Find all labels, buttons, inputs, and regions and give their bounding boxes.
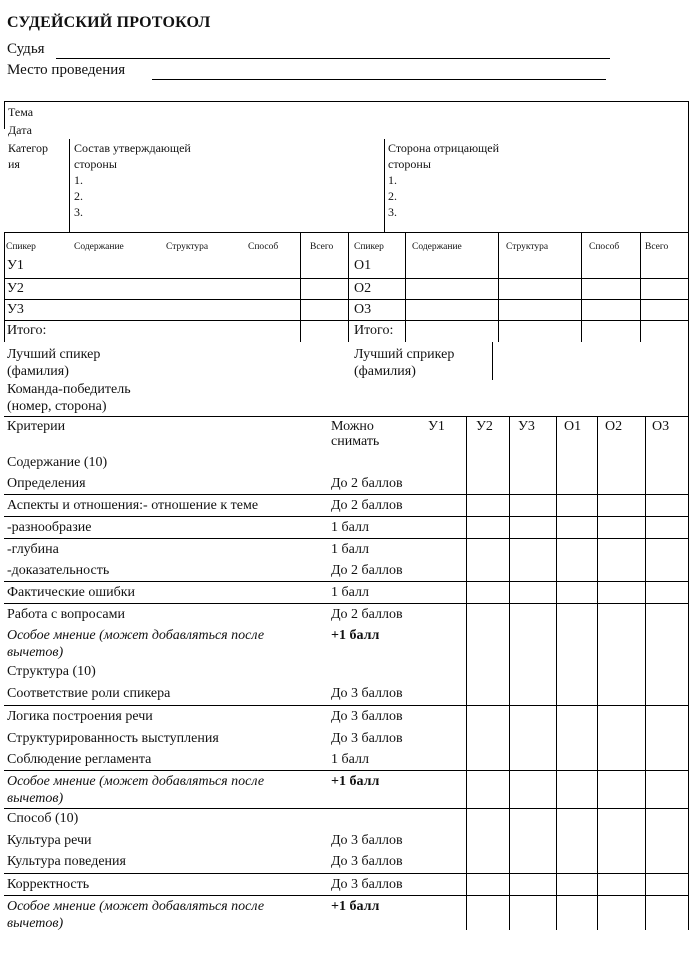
speaker-row-a1: У1: [7, 258, 24, 273]
speaker-row-o3: О3: [354, 302, 372, 317]
criterion-special-opinion-cont: вычетов): [7, 645, 64, 660]
points-questions: До 2 баллов: [331, 607, 403, 622]
points-role: До 3 баллов: [331, 686, 403, 701]
negate-member-1: 1.: [388, 173, 397, 187]
criterion-variety: -разнообразие: [7, 520, 92, 535]
speaker-row-a3: У3: [7, 302, 24, 317]
criterion-role: Соответствие роли спикера: [7, 686, 171, 701]
points-fact-errors: 1 балл: [331, 585, 369, 600]
criterion-speech-culture: Культура речи: [7, 833, 92, 848]
speaker-row-a2: У2: [7, 281, 24, 296]
col-a3: У3: [518, 419, 535, 434]
col-o3: О3: [652, 419, 670, 434]
best-speaker-right-sub: (фамилия): [354, 364, 416, 379]
speaker-header: Спикер: [6, 242, 36, 252]
criterion-behavior-culture: Культура поведения: [7, 854, 126, 869]
date-label: Дата: [8, 123, 32, 137]
criterion-evidence: -доказательность: [7, 563, 110, 578]
content-header: Содержание: [74, 242, 124, 252]
speaker-row-o1: О1: [354, 258, 372, 273]
speaker-total-left: Итого:: [7, 323, 47, 338]
criterion-special-opinion-2-cont: вычетов): [7, 791, 64, 806]
affirm-label-cont: стороны: [74, 157, 117, 171]
points-definitions: До 2 баллов: [331, 476, 403, 491]
section-method: Способ (10): [7, 811, 79, 826]
criterion-special-opinion: Особое мнение (может добавляться после: [7, 628, 265, 643]
affirm-member-1: 1.: [74, 173, 83, 187]
speaker-header-right: Спикер: [354, 242, 384, 252]
winner-sub: (номер, сторона): [7, 399, 107, 414]
criterion-depth: -глубина: [7, 542, 59, 557]
venue-label: Место проведения: [7, 62, 126, 78]
points-behavior-culture: До 3 баллов: [331, 854, 403, 869]
col-a1: У1: [428, 419, 445, 434]
negate-label: Сторона отрицающей: [388, 141, 500, 155]
total-header: Всего: [310, 242, 334, 252]
criterion-logic: Логика построения речи: [7, 709, 153, 724]
points-speech-culture: До 3 баллов: [331, 833, 403, 848]
points-variety: 1 балл: [331, 520, 369, 535]
affirm-member-2: 2.: [74, 189, 83, 203]
points-structured: До 3 баллов: [331, 731, 403, 746]
best-speaker-sub: (фамилия): [7, 364, 69, 379]
negate-member-2: 2.: [388, 189, 397, 203]
category-label: Категор: [8, 141, 49, 155]
points-evidence: До 2 баллов: [331, 563, 403, 578]
affirm-member-3: 3.: [74, 205, 83, 219]
criterion-definitions: Определения: [7, 476, 86, 491]
category-label-cont: ия: [8, 157, 20, 171]
deduct-header: Можно: [331, 419, 374, 434]
criterion-timing: Соблюдение регламента: [7, 752, 152, 767]
winner-label: Команда-победитель: [7, 382, 131, 397]
criterion-aspects: Аспекты и отношения:- отношение к теме: [7, 498, 259, 513]
points-depth: 1 балл: [331, 542, 369, 557]
total-header-right: Всего: [645, 242, 669, 252]
method-header-right: Способ: [589, 242, 620, 252]
affirm-label: Состав утверждающей: [74, 141, 191, 155]
points-special-opinion: +1 балл: [331, 628, 380, 643]
criteria-header: Критерии: [7, 419, 66, 434]
criterion-correctness: Корректность: [7, 877, 90, 892]
points-logic: До 3 баллов: [331, 709, 403, 724]
criterion-special-opinion-3: Особое мнение (может добавляться после: [7, 899, 265, 914]
judge-line[interactable]: [56, 58, 610, 59]
points-special-opinion-3: +1 балл: [331, 899, 380, 914]
criterion-questions: Работа с вопросами: [7, 607, 125, 622]
col-o1: О1: [564, 419, 582, 434]
section-structure: Структура (10): [7, 664, 96, 679]
criterion-fact-errors: Фактические ошибки: [7, 585, 136, 600]
structure-header: Структура: [166, 242, 209, 252]
points-correctness: До 3 баллов: [331, 877, 403, 892]
section-content: Содержание (10): [7, 455, 108, 470]
speaker-total-right: Итого:: [354, 323, 394, 338]
deduct-header-cont: снимать: [331, 434, 380, 449]
points-aspects: До 2 баллов: [331, 498, 403, 513]
col-a2: У2: [476, 419, 493, 434]
content-header-right: Содержание: [412, 242, 462, 252]
criterion-special-opinion-2: Особое мнение (может добавляться после: [7, 774, 265, 789]
best-speaker-label: Лучший спикер: [7, 347, 101, 362]
structure-header-right: Структура: [506, 242, 549, 252]
topic-label: Тема: [8, 105, 34, 119]
method-header: Способ: [248, 242, 279, 252]
best-speaker-right-label: Лучший сприкер: [354, 347, 455, 362]
judge-label: Судья: [7, 41, 45, 57]
negate-label-cont: стороны: [388, 157, 431, 171]
points-special-opinion-2: +1 балл: [331, 774, 380, 789]
negate-member-3: 3.: [388, 205, 397, 219]
venue-line[interactable]: [152, 79, 606, 80]
page-title: СУДЕЙСКИЙ ПРОТОКОЛ: [7, 14, 211, 31]
speaker-row-o2: О2: [354, 281, 372, 296]
points-timing: 1 балл: [331, 752, 369, 767]
col-o2: О2: [605, 419, 623, 434]
criterion-structured: Структурированность выступления: [7, 731, 219, 746]
criterion-special-opinion-3-cont: вычетов): [7, 916, 64, 931]
